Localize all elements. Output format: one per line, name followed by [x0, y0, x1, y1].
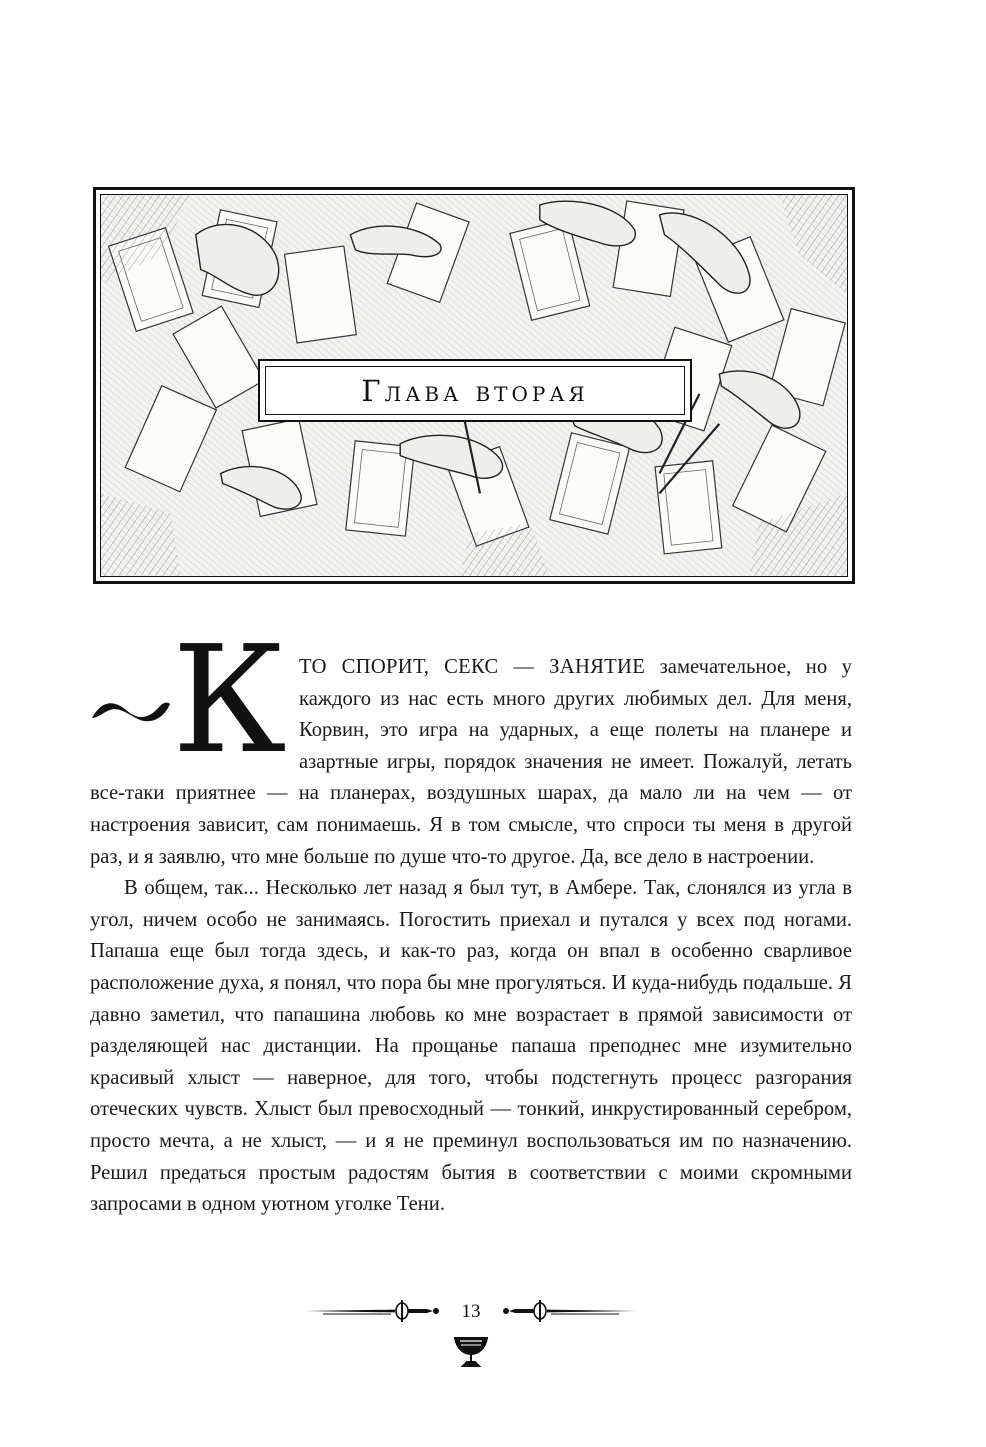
- sword-ornament-icon: [305, 1300, 439, 1322]
- paragraph-2: В общем, так... Несколько лет назад я был тут, в Амбере. Так, слонялся из угла в угол, ничем особо не занимаясь. Погостить приехал и путался у всех под ногами. Папаша еще был тогда здесь, и как-то раз, когда он впал в особенно сварливое расположение духа, я понял, что пора бы мне прогуляться. И куда-нибудь подальше. Я давно заметил, что папашина любовь ко мне возрастает в прямой зависимости от разделяющей нас дистанции. На прощанье папаша преподнес мне изумительно красивый хлыст — наверное, для того, чтобы подстегнуть процесс разгорания отеческих чувств. Хлыст был превосходный — тонкий, инкрустированный серебром, просто мечта, а не хлыст, — и я не преминул воспользоваться им по назначению. Решил предаться простым радостям бытия в соответствии с моими скромными запросами в одном уютном уголке Тени.: [90, 877, 852, 1216]
- page-number: 13: [461, 1301, 481, 1322]
- illustration-inner-frame: [100, 194, 848, 577]
- sword-ornament-icon: [503, 1300, 637, 1322]
- page-footer: [303, 1296, 639, 1376]
- lead-caps: ТО СПОРИТ, СЕКС — ЗАНЯТИЕ: [299, 656, 646, 678]
- drop-cap-letter: К: [172, 614, 287, 786]
- drop-cap-swash-icon: [90, 696, 172, 726]
- chapter-body-text: [90, 614, 852, 1221]
- chapter-title: Глава вторая: [361, 373, 589, 408]
- paragraph-1-text: замечательное, но у каждого из нас есть много других любимых дел. Для меня, Корвин, это игра на ударных, а еще полеты на планере и азартные игры, порядок значения не имеет. Пожалуй, летать все-таки приятнее — на планерах, воздушных шарах, да мало ли на чем — от настроения зависит, сам понимаешь. Я в том смысле, что спроси ты меня в другой раз, и я заявлю, что мне больше по душе что-то другое. Да, все дело в настроении.: [90, 656, 852, 868]
- chapter-illustration: [93, 187, 855, 584]
- chapter-title-plate: [258, 359, 692, 422]
- drop-cap: [90, 614, 295, 786]
- grail-cup-icon: [455, 1338, 487, 1366]
